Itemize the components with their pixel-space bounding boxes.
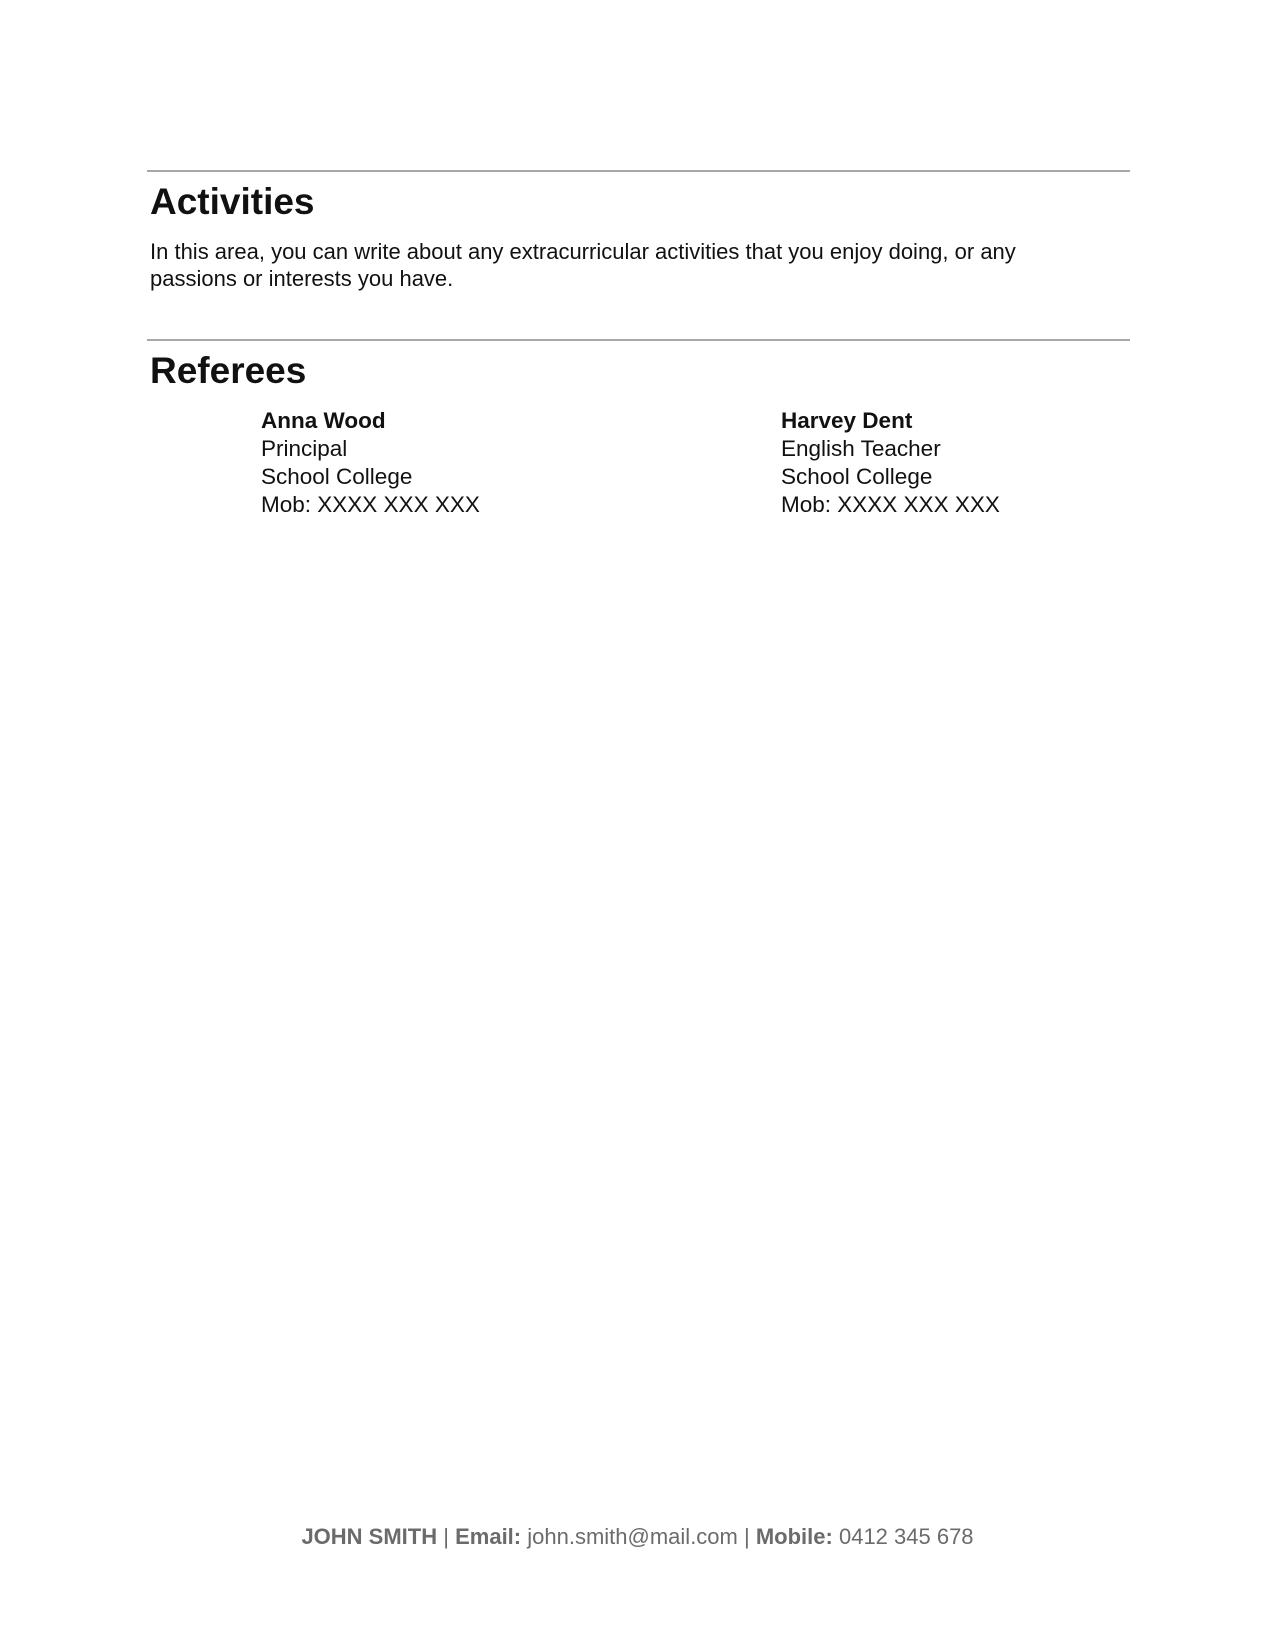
activities-heading: Activities xyxy=(150,181,315,222)
footer-separator: | xyxy=(443,1524,449,1549)
referee-title: English Teacher xyxy=(781,436,941,461)
referee-phone: Mob: XXXX XXX XXX xyxy=(781,492,1000,517)
referee-card xyxy=(261,407,480,519)
footer-separator: | xyxy=(744,1524,750,1549)
page-footer xyxy=(0,1523,1275,1551)
referee-name: Anna Wood xyxy=(261,408,386,433)
referee-organisation: School College xyxy=(261,464,413,489)
referee-card xyxy=(781,407,1000,519)
referees-divider xyxy=(147,339,1130,341)
footer-mobile: 0412 345 678 xyxy=(838,1524,974,1549)
footer-mobile-label: Mobile: xyxy=(755,1524,833,1549)
referee-name: Harvey Dent xyxy=(781,408,913,433)
referee-organisation: School College xyxy=(781,464,933,489)
activities-description: In this area, you can write about any extracurricular activities that you enjoy doing, or any passions or interests you have. xyxy=(150,239,1016,291)
referees-heading: Referees xyxy=(150,350,307,391)
referee-title: Principal xyxy=(261,436,348,461)
referee-phone: Mob: XXXX XXX XXX xyxy=(261,492,480,517)
activities-divider xyxy=(147,170,1130,172)
footer-email-label: Email: xyxy=(455,1524,522,1549)
footer-email: john.smith@mail.com xyxy=(527,1524,738,1549)
footer-name: JOHN SMITH xyxy=(301,1524,438,1549)
